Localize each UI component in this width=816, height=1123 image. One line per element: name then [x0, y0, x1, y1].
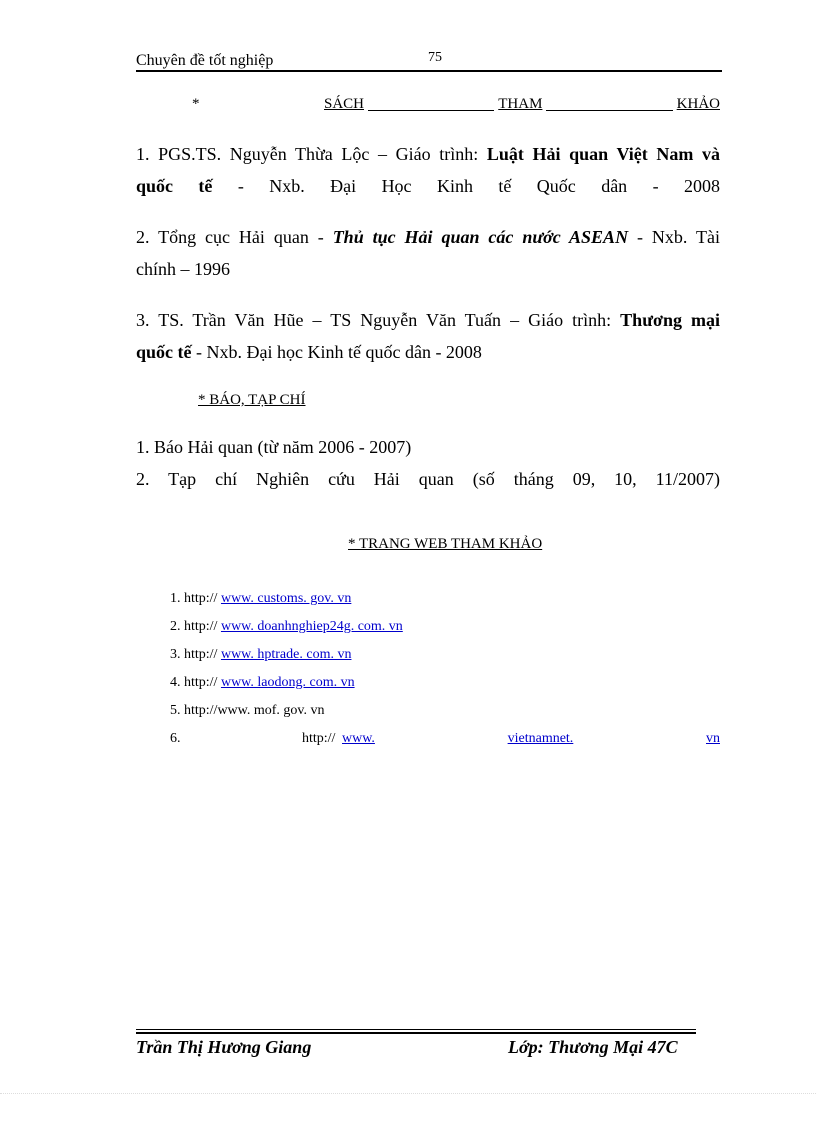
website-item: 5. http://www. mof. gov. vn [170, 703, 325, 718]
footer-rule [136, 1029, 696, 1030]
books-heading-word: THAM [498, 96, 543, 112]
book-entry-1 [136, 138, 720, 202]
website-link[interactable]: www. hptrade. com. vn [220, 647, 352, 662]
document-page: Chuyên đề tốt nghiệp 75 * SÁCH THAM KHẢO 1. PGS.TS. Nguyễn Thừa Lộc – Giáo trình: Luật Hải quan Việt Nam và quốc tế - Nxb. Đại Học Kinh tế Quốc dân - 2008 2. Tổng cục Hải quan - Thủ tục Hải quan các nước ASEAN - Nxb. Tài chính – 1996 3. TS. Trần Văn Hũe – TS Nguyễn Văn Tuấn – Giáo trình: Thương mại quốc tế - Nxb. Đại học Kinh tế quốc dân - 2008 * BÁO, TẠP CHÍ 1. Báo Hải quan (từ năm 2006 - 2007) 2. Tạp chí Nghiên cứu Hải quan (số tháng 09, 10, 11/2007) * TRANG WEB THAM KHẢO 1. http:// www. customs. gov. vn 2. http:// www. doanhnghiep24g. com. vn 3. http:// www. hptrade. com. vn 4. http:// www. laodong. com. vn 5. http://www. mof. gov. vn 6. http:// www. vietnamnet. vn Trần Thị Hương Giang Lớp: Thương Mại 47C [0, 0, 816, 1123]
book-2-title: Thủ tục Hải quan các nước ASEAN [332, 227, 629, 247]
book-3-authors: 3. TS. Trần Văn Hũe – TS Nguyễn Văn Tuấn – Giáo trình: [136, 310, 621, 330]
book-1-authors: 1. PGS.TS. Nguyễn Thừa Lộc – Giáo trình: [136, 144, 487, 164]
books-heading-word: SÁCH [324, 96, 365, 112]
book-2-publisher-cont: chính – 1996 [136, 259, 230, 279]
website-link[interactable]: www. customs. gov. vn [220, 591, 352, 606]
website-url-plain: http://www. mof. gov. vn [184, 703, 325, 718]
page-header [136, 48, 722, 72]
books-heading-word: KHẢO [676, 96, 720, 112]
footer-author: Trần Thị Hương Giang [136, 1037, 312, 1057]
book-2-author: 2. Tổng cục Hải quan - [136, 227, 333, 247]
website-link[interactable]: www. vietnamnet. vn [342, 731, 720, 746]
book-3-title: Thương mại [620, 310, 720, 330]
page-edge-divider [0, 1093, 816, 1094]
book-entry-3 [136, 304, 720, 368]
website-item: 3. http:// www. hptrade. com. vn [170, 647, 352, 662]
website-item: 2. http:// www. doanhnghiep24g. com. vn [170, 619, 403, 634]
footer-rule [136, 1032, 696, 1034]
book-2-publisher: - Nxb. Tài [628, 227, 721, 247]
website-link[interactable]: www. doanhnghiep24g. com. vn [220, 619, 403, 634]
books-heading-star: * [192, 96, 200, 112]
websites-heading: * TRANG WEB THAM KHẢO [348, 536, 543, 552]
book-3-title-cont: quốc tế [136, 342, 192, 362]
book-1-publisher: - Nxb. Đại Học Kinh tế Quốc dân - 2008 [212, 176, 721, 196]
footer-class: Lớp: Thương Mại 47C [508, 1037, 678, 1057]
website-item: 4. http:// www. laodong. com. vn [170, 675, 355, 690]
journal-item: 2. Tạp chí Nghiên cứu Hải quan (số tháng 09, 10, 11/2007) [136, 469, 720, 489]
book-3-publisher: - Nxb. Đại học Kinh tế quốc dân - 2008 [191, 342, 482, 362]
page-number: 75 [428, 50, 442, 65]
website-link[interactable]: www. laodong. com. vn [220, 675, 355, 690]
website-item: 1. http:// www. customs. gov. vn [170, 591, 352, 606]
header-title: Chuyên đề tốt nghiệp [136, 52, 274, 69]
journals-heading: * BÁO, TẠP CHÍ [198, 392, 306, 408]
book-1-title: Luật Hải quan Việt Nam và [486, 144, 721, 164]
journal-item: 1. Báo Hải quan (từ năm 2006 - 2007) [136, 437, 412, 457]
book-1-title-cont: quốc tế [136, 176, 213, 196]
book-entry-2 [136, 221, 720, 285]
